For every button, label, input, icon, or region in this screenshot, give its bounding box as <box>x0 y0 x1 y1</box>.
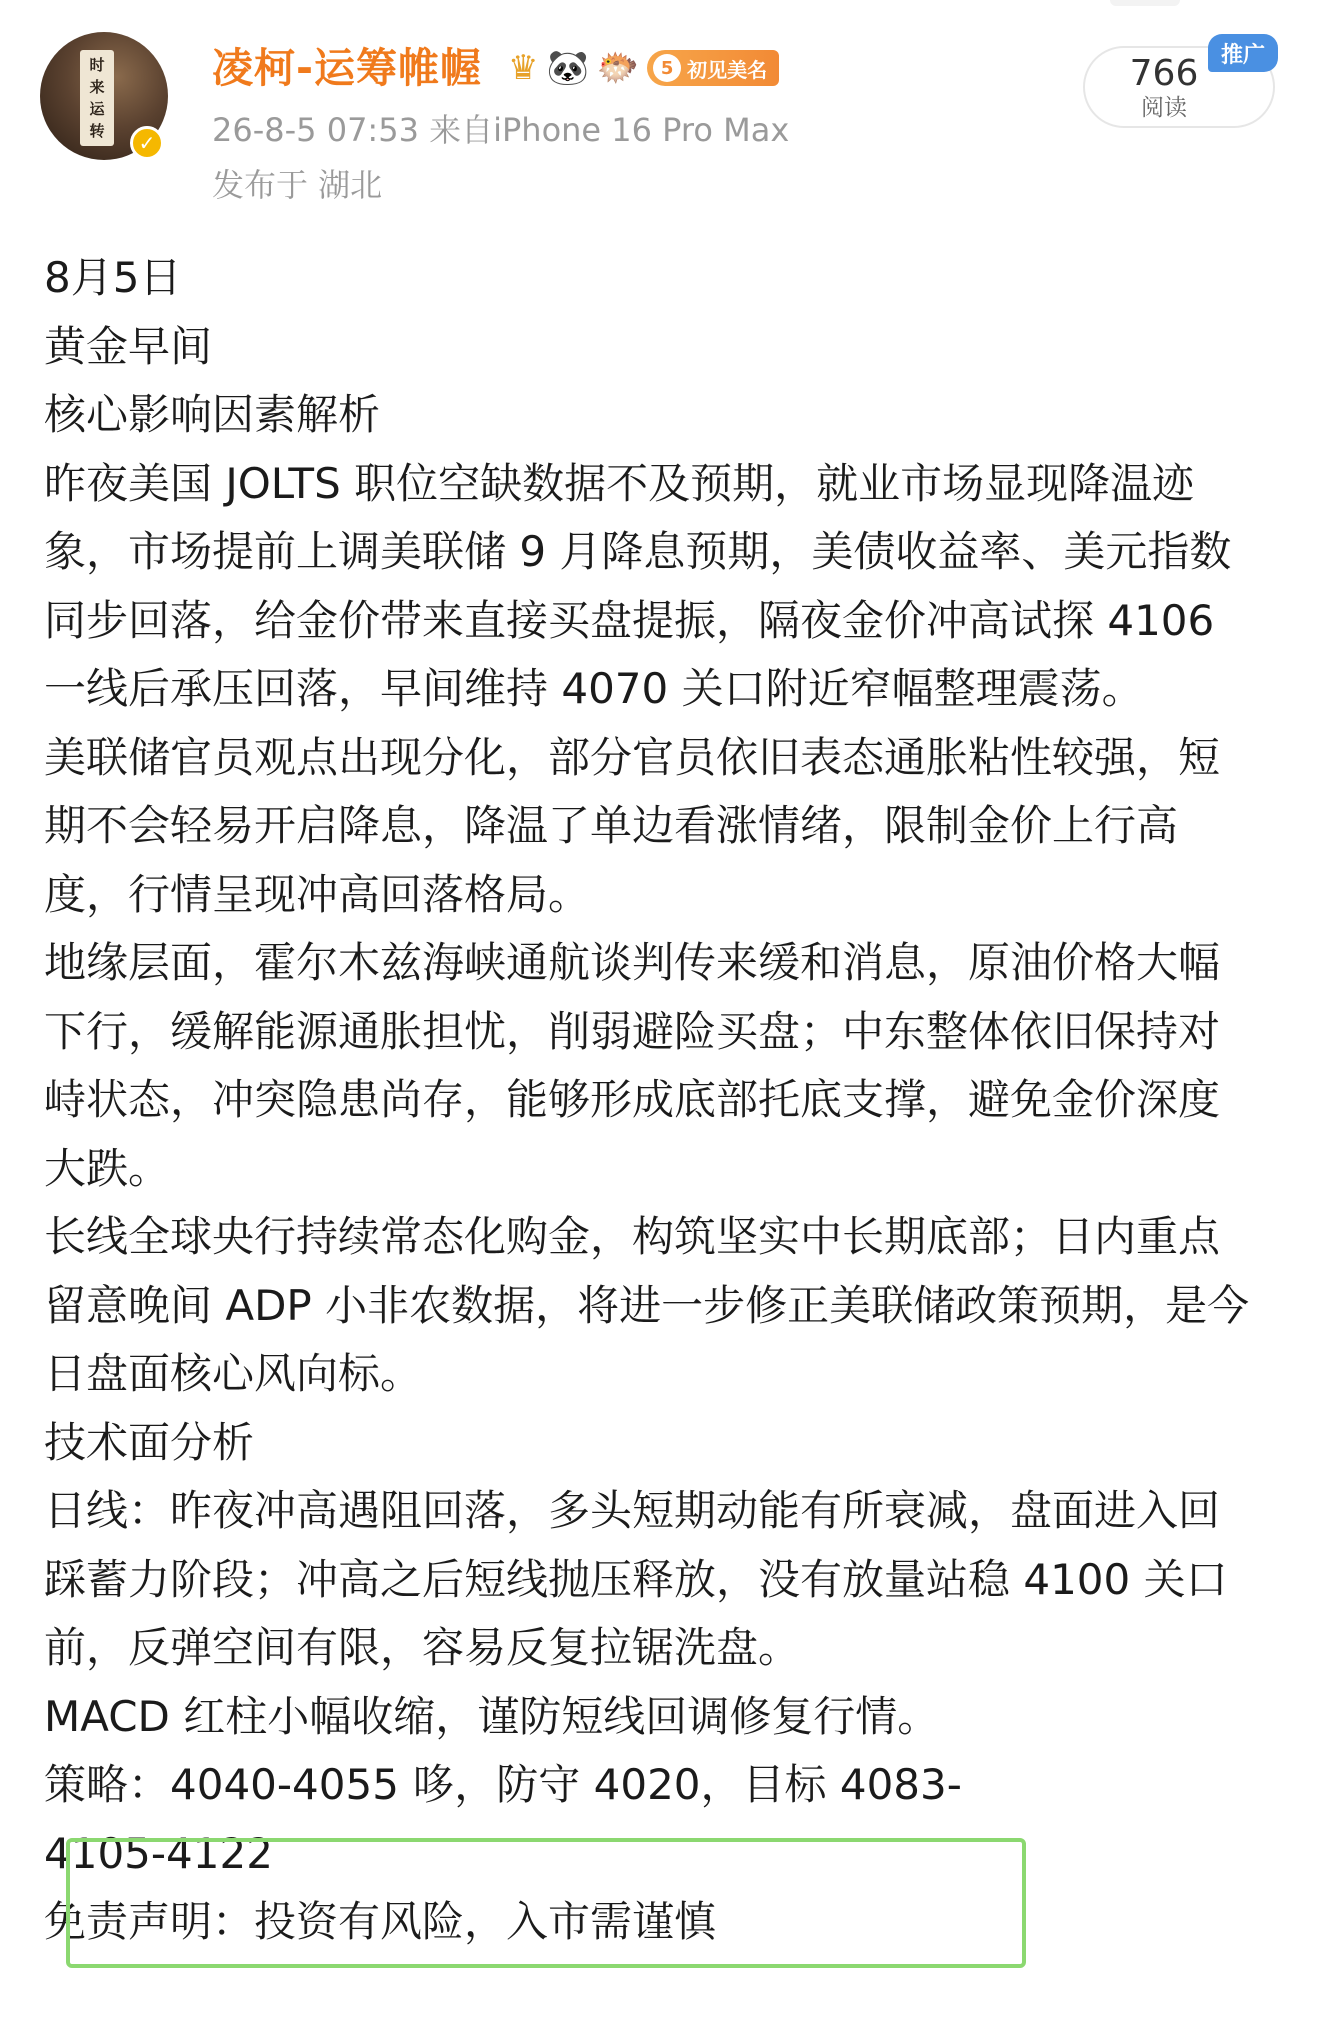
paragraph: 昨夜美国 JOLTS 职位空缺数据不及预期，就业市场显现降温迹象，市场提前上调美联储 9 月降息预期，美债收益率、美元指数同步回落，给金价带来直接买盘提振，隔夜金价冲高试探 4106 一线后承压回落，早间维持 4070 关口附近窄幅整理震荡。 <box>44 458 1232 713</box>
avatar-char: 运 <box>89 99 105 118</box>
disclaimer: 免责声明：投资有风险，入市需谨慎 <box>44 1897 717 1946</box>
crown-icon[interactable]: ♛ <box>508 48 539 88</box>
fan-level-number: 5 <box>653 54 681 82</box>
paragraph: MACD 红柱小幅收缩，谨防短线回调修复行情。 <box>44 1691 940 1741</box>
post-time-and-device: 26-8-5 07:53 来自iPhone 16 Pro Max <box>212 111 790 149</box>
avatar-char: 转 <box>89 121 105 140</box>
avatar-calligraphy-plaque <box>80 50 114 146</box>
post-body <box>44 244 1254 1957</box>
avatar-char: 来 <box>89 77 105 96</box>
pufferfish-icon[interactable]: 🐡 <box>596 48 640 88</box>
read-label: 阅读 <box>1141 95 1187 121</box>
paragraph: 长线全球央行持续常态化购金，构筑坚实中长期底部；日内重点留意晚间 ADP 小非农数据，将进一步修正美联储政策预期，是今日盘面核心风向标。 <box>44 1212 1250 1398</box>
verified-badge-icon: ✓ <box>130 126 164 160</box>
promo-tag[interactable]: 推广 <box>1208 34 1278 72</box>
strategy-text: 策略：4040-4055 哆，防守 4020，目标 4083-4105-4122 <box>44 1760 962 1878</box>
fan-level-label: 初见美名 <box>687 57 768 82</box>
paragraph: 美联储官员观点出现分化，部分官员依旧表态通胀粘性较强，短期不会轻易开启降息，降温了单边看涨情绪，限制金价上行高度，行情呈现冲高回落格局。 <box>44 732 1221 919</box>
panda-icon[interactable]: 🐼 <box>546 48 589 88</box>
post-date: 8月5日 <box>44 253 182 302</box>
read-count: 766 <box>1129 53 1199 94</box>
author-name[interactable]: 凌柯-运筹帷幄 <box>212 44 483 92</box>
section-heading: 技术面分析 <box>44 1417 255 1467</box>
top-edge-element <box>1110 0 1180 6</box>
paragraph: 日线：昨夜冲高遇阻回落，多头短期动能有所衰减，盘面进入回踩蓄力阶段；冲高之后短线抛压释放，没有放量站稳 4100 关口前，反弹空间有限，容易反复拉锯洗盘。 <box>44 1486 1228 1672</box>
avatar-char: 时 <box>89 55 105 74</box>
author-badges <box>508 44 779 92</box>
post-title: 黄金早间 <box>44 321 213 371</box>
fan-level-badge[interactable] <box>647 50 779 86</box>
post-location: 发布于 湖北 <box>212 166 383 204</box>
section-heading: 核心影响因素解析 <box>44 390 381 439</box>
paragraph: 地缘层面，霍尔木兹海峡通航谈判传来缓和消息，原油价格大幅下行，缓解能源通胀担忧，削弱避险买盘；中东整体依旧保持对峙状态，冲突隐患尚存，能够形成底部托底支撑，避免金价深度大跌。 <box>44 938 1221 1193</box>
